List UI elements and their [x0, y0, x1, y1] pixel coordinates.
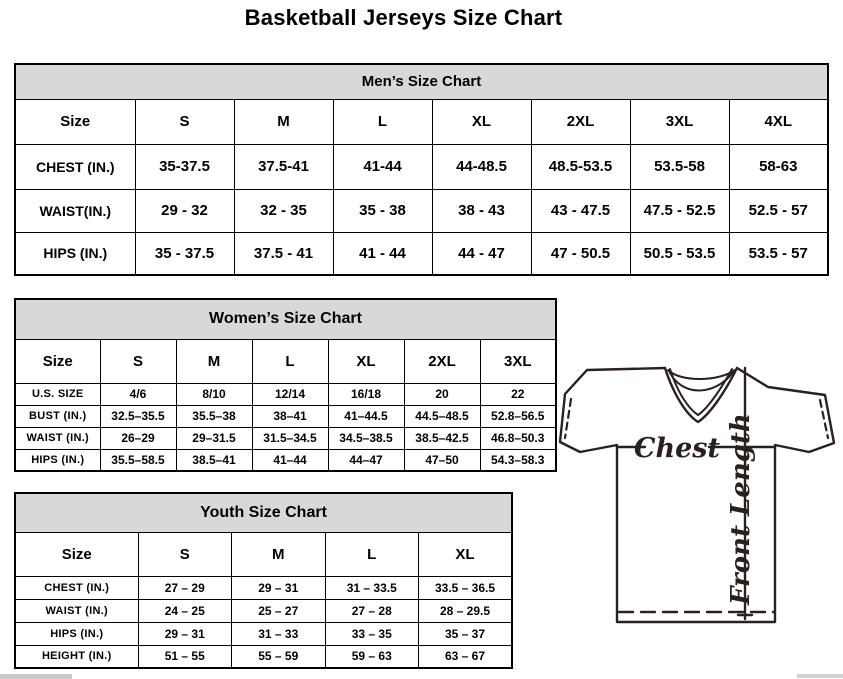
size-value-cell: 52.5 - 57	[729, 189, 828, 232]
size-value-cell: 8/10	[176, 383, 252, 405]
row-label: WAIST (IN.)	[15, 427, 100, 449]
column-header: L	[325, 532, 419, 576]
size-value-cell: 31 – 33	[232, 622, 326, 645]
size-value-cell: 12/14	[252, 383, 328, 405]
table-row	[15, 383, 556, 405]
size-value-cell: 48.5-53.5	[531, 144, 630, 189]
scrollbar-fragment-right	[797, 674, 843, 678]
size-value-cell: 38.5–42.5	[404, 427, 480, 449]
size-value-cell: 32.5–35.5	[100, 405, 176, 427]
table-row	[15, 405, 556, 427]
table-row	[15, 232, 828, 275]
size-value-cell: 16/18	[328, 383, 404, 405]
size-value-cell: 41-44	[333, 144, 432, 189]
jersey-measurement-diagram	[558, 358, 843, 626]
column-header: L	[333, 99, 432, 144]
scrollbar-fragment-left	[0, 674, 72, 679]
size-value-cell: 46.8–50.3	[480, 427, 556, 449]
jersey-outline-icon	[560, 368, 834, 622]
size-value-cell: 53.5-58	[630, 144, 729, 189]
table-row	[15, 645, 512, 668]
row-label: HIPS (IN.)	[15, 449, 100, 471]
size-value-cell: 51 – 55	[138, 645, 232, 668]
size-value-cell: 41 - 44	[333, 232, 432, 275]
size-value-cell: 59 – 63	[325, 645, 419, 668]
size-value-cell: 55 – 59	[232, 645, 326, 668]
size-value-cell: 35.5–38	[176, 405, 252, 427]
size-value-cell: 35-37.5	[135, 144, 234, 189]
size-value-cell: 35.5–58.5	[100, 449, 176, 471]
size-value-cell: 47 - 50.5	[531, 232, 630, 275]
column-header: L	[252, 339, 328, 383]
size-value-cell: 25 – 27	[232, 599, 326, 622]
column-header: XL	[328, 339, 404, 383]
size-value-cell: 4/6	[100, 383, 176, 405]
size-value-cell: 35 - 37.5	[135, 232, 234, 275]
front-length-label: Front Length	[726, 413, 756, 605]
size-value-cell: 54.3–58.3	[480, 449, 556, 471]
column-header-size: Size	[15, 99, 135, 144]
column-header: M	[176, 339, 252, 383]
column-header: 2XL	[404, 339, 480, 383]
size-value-cell: 24 – 25	[138, 599, 232, 622]
row-label: CHEST (IN.)	[15, 576, 138, 599]
size-value-cell: 28 – 29.5	[419, 599, 513, 622]
size-value-cell: 41–44	[252, 449, 328, 471]
collar-back-arc-icon	[669, 371, 734, 391]
row-label: HIPS (IN.)	[15, 622, 138, 645]
size-value-cell: 35 - 38	[333, 189, 432, 232]
size-value-cell: 27 – 29	[138, 576, 232, 599]
size-value-cell: 52.8–56.5	[480, 405, 556, 427]
size-value-cell: 47–50	[404, 449, 480, 471]
size-value-cell: 44 - 47	[432, 232, 531, 275]
column-header-size: Size	[15, 532, 138, 576]
table-header-row	[15, 339, 556, 383]
size-value-cell: 29 - 32	[135, 189, 234, 232]
row-label: WAIST (IN.)	[15, 599, 138, 622]
size-value-cell: 38–41	[252, 405, 328, 427]
table-row	[15, 576, 512, 599]
column-header: 3XL	[480, 339, 556, 383]
table-row	[15, 189, 828, 232]
size-value-cell: 22	[480, 383, 556, 405]
column-header: 2XL	[531, 99, 630, 144]
size-value-cell: 26–29	[100, 427, 176, 449]
youth-size-table	[14, 492, 513, 669]
size-value-cell: 31.5–34.5	[252, 427, 328, 449]
size-value-cell: 29–31.5	[176, 427, 252, 449]
size-value-cell: 27 – 28	[325, 599, 419, 622]
size-value-cell: 41–44.5	[328, 405, 404, 427]
column-header: 3XL	[630, 99, 729, 144]
size-value-cell: 38.5–41	[176, 449, 252, 471]
table-row	[15, 449, 556, 471]
table-row	[15, 144, 828, 189]
size-value-cell: 44-48.5	[432, 144, 531, 189]
column-header: S	[135, 99, 234, 144]
column-header: S	[138, 532, 232, 576]
table-row	[15, 427, 556, 449]
row-label: BUST (IN.)	[15, 405, 100, 427]
size-value-cell: 29 – 31	[138, 622, 232, 645]
collar-back-arc-icon	[668, 370, 735, 379]
size-value-cell: 31 – 33.5	[325, 576, 419, 599]
size-value-cell: 44–47	[328, 449, 404, 471]
size-value-cell: 43 - 47.5	[531, 189, 630, 232]
table-row	[15, 599, 512, 622]
size-value-cell: 33.5 – 36.5	[419, 576, 513, 599]
womens-size-table	[14, 298, 557, 472]
size-value-cell: 50.5 - 53.5	[630, 232, 729, 275]
size-value-cell: 63 – 67	[419, 645, 513, 668]
size-value-cell: 44.5–48.5	[404, 405, 480, 427]
womens-table-title: Women’s Size Chart	[15, 299, 556, 339]
size-value-cell: 47.5 - 52.5	[630, 189, 729, 232]
row-label: HIPS (IN.)	[15, 232, 135, 275]
mens-size-table	[14, 63, 829, 276]
size-value-cell: 38 - 43	[432, 189, 531, 232]
mens-table-title: Men’s Size Chart	[15, 64, 828, 99]
size-value-cell: 32 - 35	[234, 189, 333, 232]
column-header: XL	[419, 532, 513, 576]
table-header-row	[15, 532, 512, 576]
table-header-row	[15, 99, 828, 144]
size-value-cell: 53.5 - 57	[729, 232, 828, 275]
size-value-cell: 20	[404, 383, 480, 405]
column-header: S	[100, 339, 176, 383]
table-row	[15, 622, 512, 645]
column-header: 4XL	[729, 99, 828, 144]
row-label: WAIST(IN.)	[15, 189, 135, 232]
chest-label: Chest	[634, 433, 720, 464]
size-value-cell: 37.5 - 41	[234, 232, 333, 275]
size-value-cell: 37.5-41	[234, 144, 333, 189]
size-value-cell: 29 – 31	[232, 576, 326, 599]
youth-table-title: Youth Size Chart	[15, 493, 512, 532]
size-value-cell: 58-63	[729, 144, 828, 189]
column-header: M	[234, 99, 333, 144]
column-header-size: Size	[15, 339, 100, 383]
row-label: U.S. SIZE	[15, 383, 100, 405]
row-label: HEIGHT (IN.)	[15, 645, 138, 668]
column-header: M	[232, 532, 326, 576]
left-cuff-dash-icon	[565, 399, 571, 438]
size-value-cell: 34.5–38.5	[328, 427, 404, 449]
page-title: Basketball Jerseys Size Chart	[244, 5, 563, 30]
size-value-cell: 33 – 35	[325, 622, 419, 645]
size-value-cell: 35 – 37	[419, 622, 513, 645]
row-label: CHEST (IN.)	[15, 144, 135, 189]
column-header: XL	[432, 99, 531, 144]
